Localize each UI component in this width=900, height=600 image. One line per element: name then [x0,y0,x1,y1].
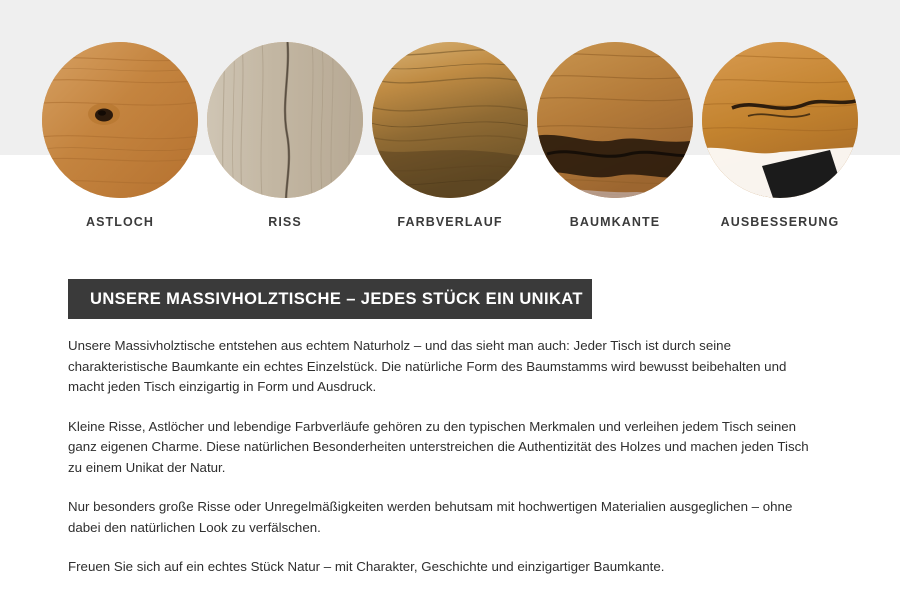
feature-item-astloch [42,42,198,229]
feature-label-astloch: ASTLOCH [85,215,155,229]
wood-grain-baumkante [537,42,693,198]
paragraph-4: Freuen Sie sich auf ein echtes Stück Natur – mit Charakter, Geschichte und einzigartiger Baumkante. [68,559,665,574]
feature-label-farbverlauf: FARBVERLAUF [397,215,503,229]
wood-grain-farbverlauf [372,42,528,198]
feature-label-ausbesserung: AUSBESSERUNG [720,215,840,229]
wood-swatch-riss [207,42,363,198]
feature-label-baumkante: BAUMKANTE [569,215,661,229]
body-copy [68,336,824,578]
page-title: UNSERE MASSIVHOLZTISCHE – JEDES STÜCK EIN UNIKAT [90,289,583,308]
feature-label-riss: RISS [268,215,302,229]
paragraph-2: Kleine Risse, Astlöcher und lebendige Farbverläufe gehören zu den typischen Merkmalen und verleihen jedem Tisch seinen ganz eigenen Charme. Diese natürlichen Besonderheiten unterstreichen die Authentizität des Holzes und machen jeden Tisch zu einem Unikat der Natur. [68,418,809,475]
wood-swatch-ausbesserung [702,42,858,198]
wood-swatch-farbverlauf [372,42,528,198]
feature-item-farbverlauf [372,42,528,229]
wood-swatch-baumkante [537,42,693,198]
feature-item-ausbesserung [702,42,858,229]
paragraph-3: Nur besonders große Risse oder Unregelmäßigkeiten werden behutsam mit hochwertigen Materialien ausgeglichen – ohne dabei den natürlichen Look zu verfälschen. [68,499,793,535]
wood-swatch-astloch [42,42,198,198]
section-heading-bar [68,279,592,319]
wood-grain-ausbesserung [702,42,858,198]
feature-item-baumkante [537,42,693,229]
wood-grain-astloch [42,42,198,198]
paragraph-1: Unsere Massivholztische entstehen aus echtem Naturholz – und das sieht man auch: Jeder Tisch ist durch seine charakteristische Baumkante ein echtes Einzelstück. Die natürliche Form des Baumstamms wird bewusst beibehalten und macht jeden Tisch einzigartig in Form und Ausdruck. [68,338,787,394]
feature-item-riss [207,42,363,229]
wood-grain-riss [207,42,363,198]
feature-swatch-row [0,0,900,250]
